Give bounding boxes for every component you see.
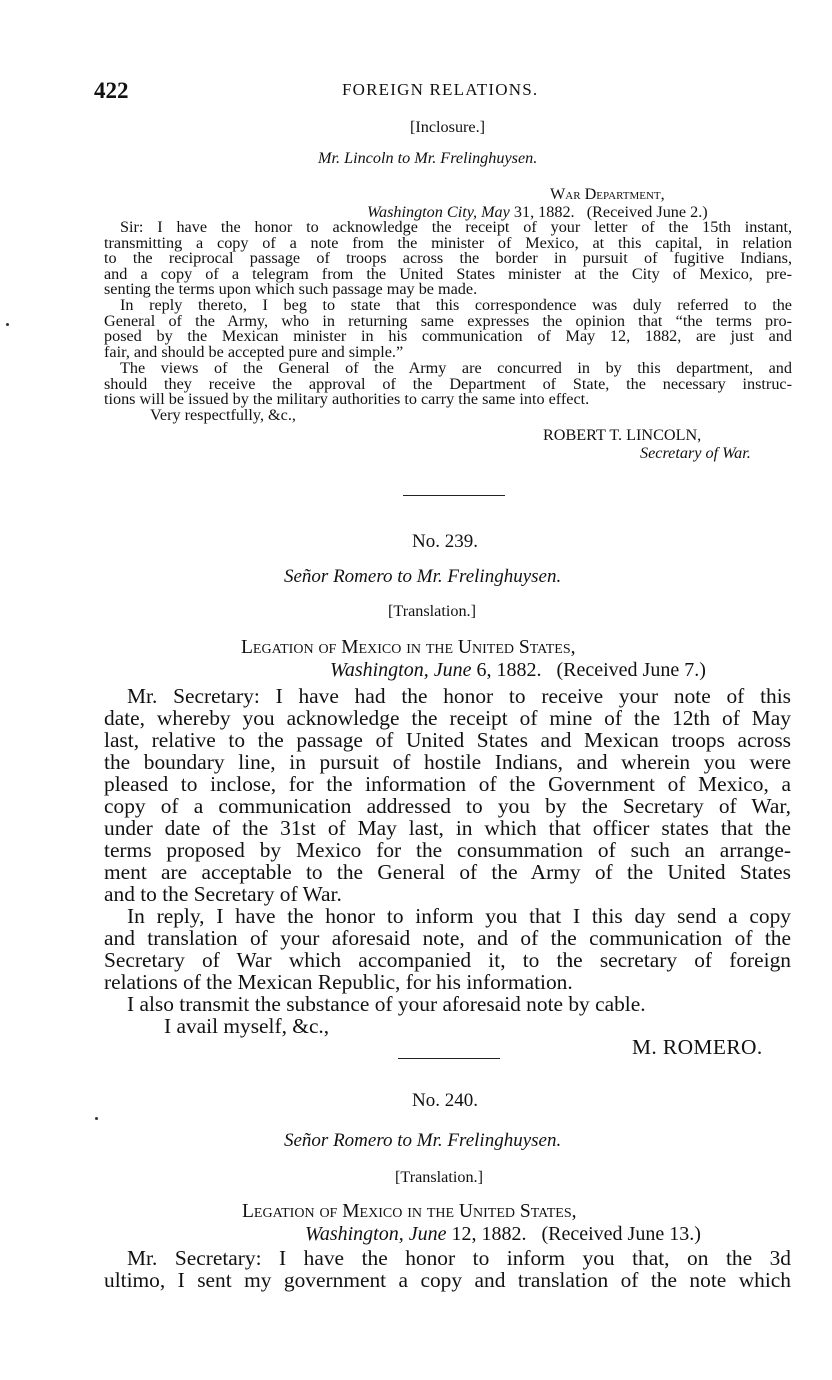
inclosure-dateline-date: 31, 1882. (Received June 2.)	[509, 203, 708, 221]
inclosure-line-7: General of the Army, who in returning same expresses the opinion that “the terms pro-	[104, 312, 792, 330]
inclosure-signature-name: ROBERT T. LINCOLN,	[543, 426, 702, 444]
print-speck	[6, 323, 9, 326]
doc-240-dateline-date: 12, 1882. (Received June 13.)	[446, 1223, 701, 1245]
inclosure-line-11: should they receive the approval of the Department of State, the necessary instruc-	[104, 375, 792, 393]
doc-239-line-10: and to the Secretary of War.	[104, 882, 342, 906]
doc-239-line-6: copy of a communication addressed to you by the Secretary of War,	[104, 794, 791, 818]
doc-239-signature-name: M. ROMERO.	[632, 1035, 763, 1059]
doc-239-line-15: I also transmit the substance of your aforesaid note by cable.	[127, 992, 646, 1016]
doc-239-line-1: Mr. Secretary: I have had the honor to receive your note of this	[127, 684, 791, 708]
doc-240-dateline	[305, 1223, 701, 1246]
page-number: 422	[94, 78, 129, 103]
inclosure-line-2: transmitting a copy of a note from the minister of Mexico, at this capital, in relation	[104, 234, 792, 252]
doc-239-label: [Translation.]	[388, 602, 476, 620]
inclosure-line-12: tions will be issued by the military authorities to carry the same into effect.	[104, 390, 590, 408]
running-title: FOREIGN RELATIONS.	[342, 80, 539, 99]
inclosure-label: [Inclosure.]	[410, 118, 486, 136]
doc-239-closing: I avail myself, &c.,	[164, 1014, 330, 1038]
doc-239-heading: Señor Romero to Mr. Frelinghuysen.	[284, 566, 562, 587]
doc-239-line-13: Secretary of War which accompanied it, to the secretary of foreign	[104, 948, 791, 972]
doc-239-dateline-date: 6, 1882. (Received June 7.)	[471, 659, 706, 681]
section-divider-1	[403, 495, 505, 496]
doc-240-line-1: Mr. Secretary: I have the honor to inform you that, on the 3d	[127, 1246, 791, 1270]
doc-240-number: No. 240.	[412, 1090, 478, 1111]
doc-239-line-9: ment are acceptable to the General of the Army of the United States	[104, 860, 791, 884]
doc-240-heading: Señor Romero to Mr. Frelinghuysen.	[284, 1130, 562, 1151]
inclosure-signature-title: Secretary of War.	[640, 444, 751, 462]
doc-239-line-2: date, whereby you acknowledge the receipt of mine of the 12th of May	[104, 706, 791, 730]
doc-239-line-5: pleased to inclose, for the information of the Government of Mexico, a	[104, 772, 791, 796]
inclosure-closing: Very respectfully, &c.,	[150, 406, 296, 424]
inclosure-dateline-office: War Department,	[550, 185, 665, 203]
doc-239-dateline-place: Washington, June	[330, 659, 472, 681]
doc-239-line-12: and translation of your aforesaid note, and of the communication of the	[104, 926, 791, 950]
inclosure-line-5: senting the terms upon which such passage may be made.	[104, 280, 478, 298]
inclosure-line-9: fair, and should be accepted pure and simple.”	[104, 343, 404, 361]
doc-239-line-14: relations of the Mexican Republic, for his information.	[104, 970, 573, 994]
doc-239-line-8: terms proposed by Mexico for the consummation of such an arrange-	[104, 838, 791, 862]
doc-239-line-7: under date of the 31st of May last, in which that officer states that the	[104, 816, 791, 840]
doc-239-line-11: In reply, I have the honor to inform you that I this day send a copy	[127, 904, 791, 928]
doc-240-dateline-place: Washington, June	[305, 1223, 447, 1245]
doc-240-dateline-office: Legation of Mexico in the United States,	[242, 1201, 577, 1222]
doc-240-line-2: ultimo, I sent my government a copy and translation of the note which	[104, 1268, 791, 1292]
inclosure-line-10: The views of the General of the Army are concurred in by this department, and	[120, 359, 792, 377]
doc-240-label: [Translation.]	[395, 1168, 483, 1186]
doc-239-dateline	[330, 659, 706, 682]
inclosure-line-3: to the reciprocal passage of troops across the border in pursuit of fugitive Indians,	[104, 249, 792, 267]
inclosure-line-8: posed by the Mexican minister in his communication of May 12, 1882, are just and	[104, 327, 792, 345]
doc-239-line-4: the boundary line, in pursuit of hostile Indians, and wherein you were	[104, 750, 791, 774]
doc-239-dateline-office: Legation of Mexico in the United States,	[241, 637, 576, 658]
inclosure-heading: Mr. Lincoln to Mr. Frelinghuysen.	[318, 149, 538, 167]
section-divider-2	[398, 1058, 500, 1059]
inclosure-line-6: In reply thereto, I beg to state that this correspondence was duly referred to the	[120, 296, 792, 314]
inclosure-line-1: Sir: I have the honor to acknowledge the receipt of your letter of the 15th instant,	[120, 218, 792, 236]
doc-239-line-3: last, relative to the passage of United States and Mexican troops across	[104, 728, 791, 752]
print-speck	[95, 1117, 98, 1120]
inclosure-line-4: and a copy of a telegram from the United States minister at the City of Mexico, pre-	[104, 265, 792, 283]
doc-239-number: No. 239.	[412, 531, 478, 552]
inclosure-dateline-place: Washington City, May	[367, 203, 510, 221]
